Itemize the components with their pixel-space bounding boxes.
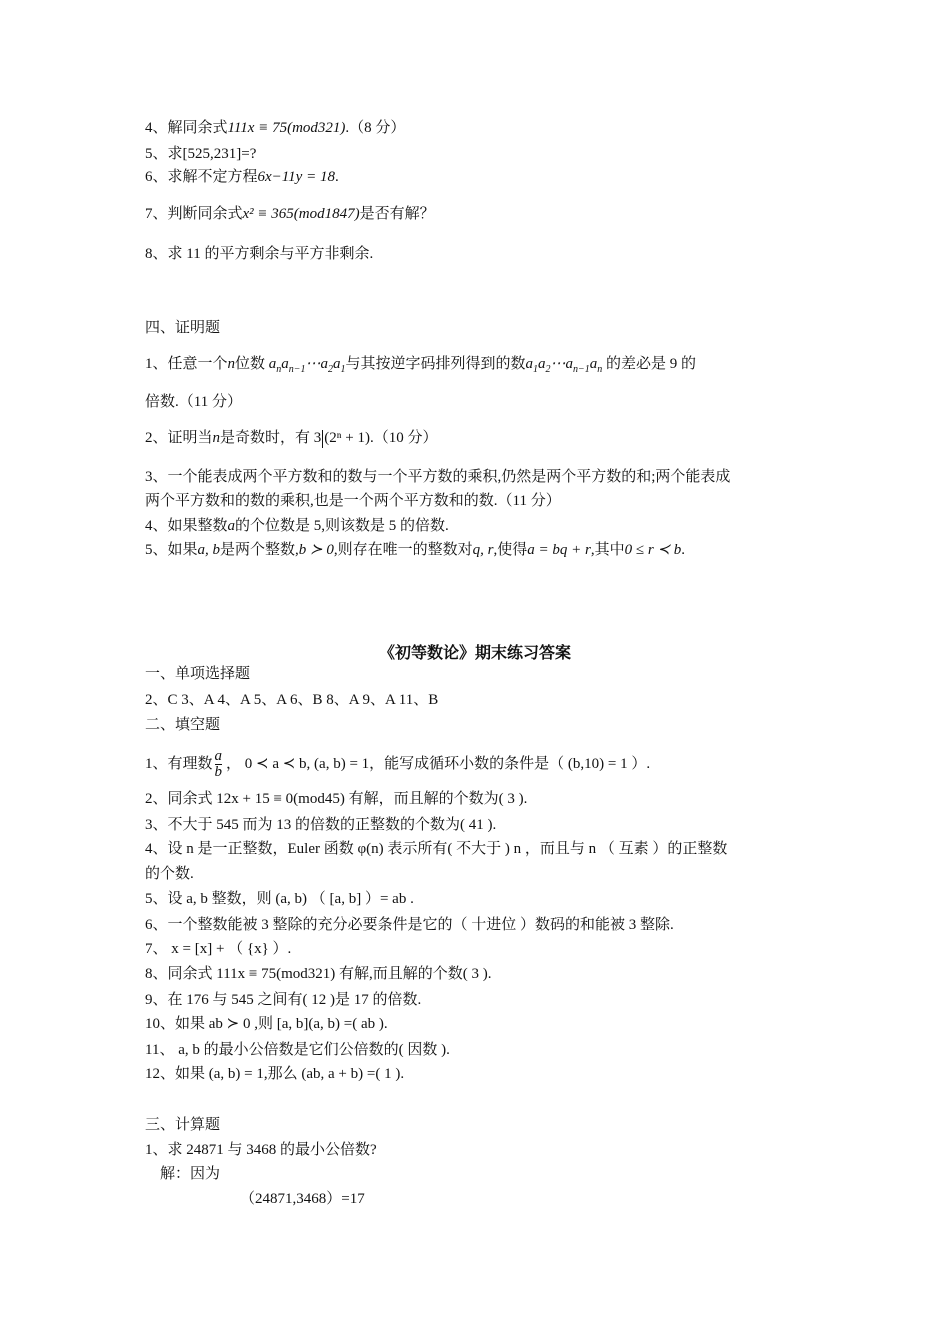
proof5-j: 0 ≤ r ≺ b: [624, 542, 682, 558]
proof5-k: .: [681, 542, 685, 558]
proof2-expr: (2ⁿ + 1): [324, 430, 370, 446]
proof4-a: 4、如果整数: [145, 518, 228, 534]
q4-expr: 111x ≡ 75(mod321): [227, 120, 346, 136]
proof1-cont: 倍数.（11 分）: [145, 394, 242, 410]
q8-line: 8、求 11 的平方剩余与平方非剩余.: [145, 246, 374, 262]
proof3-line2: 两个平方数和的数的乘积,也是一个两个平方数和的数.（11 分）: [145, 493, 561, 509]
proof1-n: n: [227, 356, 236, 372]
q7-line: [145, 204, 435, 224]
fill11-line: 11、 a, b 的最小公倍数是它们公倍数的( 因数 ).: [145, 1042, 450, 1058]
q7-suffix: 是否有解？: [359, 206, 435, 222]
proof4-line: [145, 516, 449, 536]
proof2-c: 是奇数时，有 3: [220, 430, 322, 446]
answers-title: 《初等数论》期末练习答案: [378, 645, 571, 662]
fill12-line: 12、如果 (a, b) = 1,那么 (ab, a + b) =( 1 ).: [145, 1066, 405, 1082]
proof5-f: q, r: [472, 542, 494, 558]
proof4-var: a: [227, 518, 236, 534]
proof5-d: b ≻ 0: [298, 542, 334, 558]
q6-suffix: .: [334, 169, 339, 185]
proof5-h: a = bq + r: [527, 542, 591, 558]
proof1-number-expr: $a_na_{n-1}\cdots a_2a_1$: [268, 356, 346, 375]
q6-line: [145, 167, 339, 187]
q6-label: 6、求解不定方程: [145, 169, 258, 185]
proof2-line: [145, 428, 437, 448]
q7-label: 7、判断同余式: [145, 206, 243, 222]
fill4-line2: 的个数.: [145, 866, 194, 882]
fill1-b: ， 0 ≺ a ≺ b, (a, b) = 1，能写成循环小数的条件是（ (b,10) = 1 ）.: [226, 756, 651, 772]
fill9-line: 9、在 176 与 545 之间有( 12 )是 17 的倍数.: [145, 992, 422, 1008]
proof1-reverse-expr: $a_1a_2\cdots a_{n-1}a_n$: [525, 356, 603, 375]
calc1-gcd: （24871,3468）=17: [240, 1191, 365, 1207]
proof5-e: ,则存在唯一的整数对: [333, 542, 473, 558]
proof5-g: ,使得: [493, 542, 528, 558]
proof5-line: [145, 540, 685, 560]
part4-heading: 四、证明题: [145, 320, 221, 336]
fraction-den: b: [214, 764, 223, 781]
section1-heading: 一、单项选择题: [145, 666, 251, 682]
choice-answers: 2、C 3、A 4、A 5、A 6、B 8、A 9、A 11、B: [145, 692, 439, 708]
fraction-a-over-b: [215, 749, 223, 780]
fill10-line: 10、如果 ab ≻ 0 ,则 [a, b](a, b) =( ab ).: [145, 1016, 388, 1032]
fill6-line: 6、一个整数能被 3 整除的充分必要条件是它的（ 十进位 ）数码的和能被 3 整除.: [145, 917, 674, 933]
fill1-a: 1、有理数: [145, 756, 213, 772]
fill8-line: 8、同余式 111x ≡ 75(mod321) 有解,而且解的个数( 3 ).: [145, 966, 492, 982]
q5-line: 5、求[525,231]=?: [145, 146, 257, 162]
section2-heading: 二、填空题: [145, 717, 221, 733]
calc1-solution: 解：因为: [160, 1166, 221, 1182]
proof2-n: n: [212, 430, 221, 446]
proof5-c: 是两个整数,: [220, 542, 299, 558]
fill5-line: 5、设 a, b 整数，则 (a, b) （ [a, b] ）= ab .: [145, 891, 414, 907]
proof3-line1: 3、一个能表成两个平方数和的数与一个平方数的乘积,仍然是两个平方数的和;两个能表成: [145, 469, 731, 485]
proof2-e: .（10 分）: [369, 430, 438, 446]
q4-label: 4、解同余式: [145, 120, 228, 136]
fill1-line: [145, 746, 650, 782]
proof1-e: 的差必是 9 的: [606, 356, 697, 372]
proof5-b: a, b: [197, 542, 221, 558]
fill4-line1: 4、设 n 是一正整数，Euler 函数 φ(n) 表示所有( 不大于 ) n ，而且与 n （ 互素 ）的正整数: [145, 841, 728, 857]
fill3-line: 3、不大于 545 而为 13 的倍数的正整数的个数为( 41 ).: [145, 817, 497, 833]
q4-line: [145, 118, 405, 138]
q6-expr: 6x−11y = 18: [257, 169, 335, 185]
fill2-line: 2、同余式 12x + 15 ≡ 0(mod45) 有解，而且解的个数为( 3 ).: [145, 791, 528, 807]
proof1-d: 与其按逆字码排列得到的数: [345, 356, 526, 372]
proof5-a: 5、如果: [145, 542, 198, 558]
fill7-line: 7、 x = [x] + （ {x} ）.: [145, 941, 292, 957]
calc1-question: 1、求 24871 与 3468 的最小公倍数?: [145, 1142, 377, 1158]
proof1-c: 位数: [235, 356, 266, 372]
proof4-c: 的个位数是 5,则该数是 5 的倍数.: [235, 518, 449, 534]
fraction-num: a: [214, 748, 223, 765]
section3-heading: 三、计算题: [145, 1117, 221, 1133]
proof2-a: 2、证明当: [145, 430, 213, 446]
proof5-i: ,其中: [590, 542, 625, 558]
proof1-line: [145, 354, 696, 380]
proof1-a: 1、任意一个: [145, 356, 228, 372]
q4-suffix: .（8 分）: [345, 120, 406, 136]
q7-expr: x² ≡ 365(mod1847): [242, 206, 360, 222]
